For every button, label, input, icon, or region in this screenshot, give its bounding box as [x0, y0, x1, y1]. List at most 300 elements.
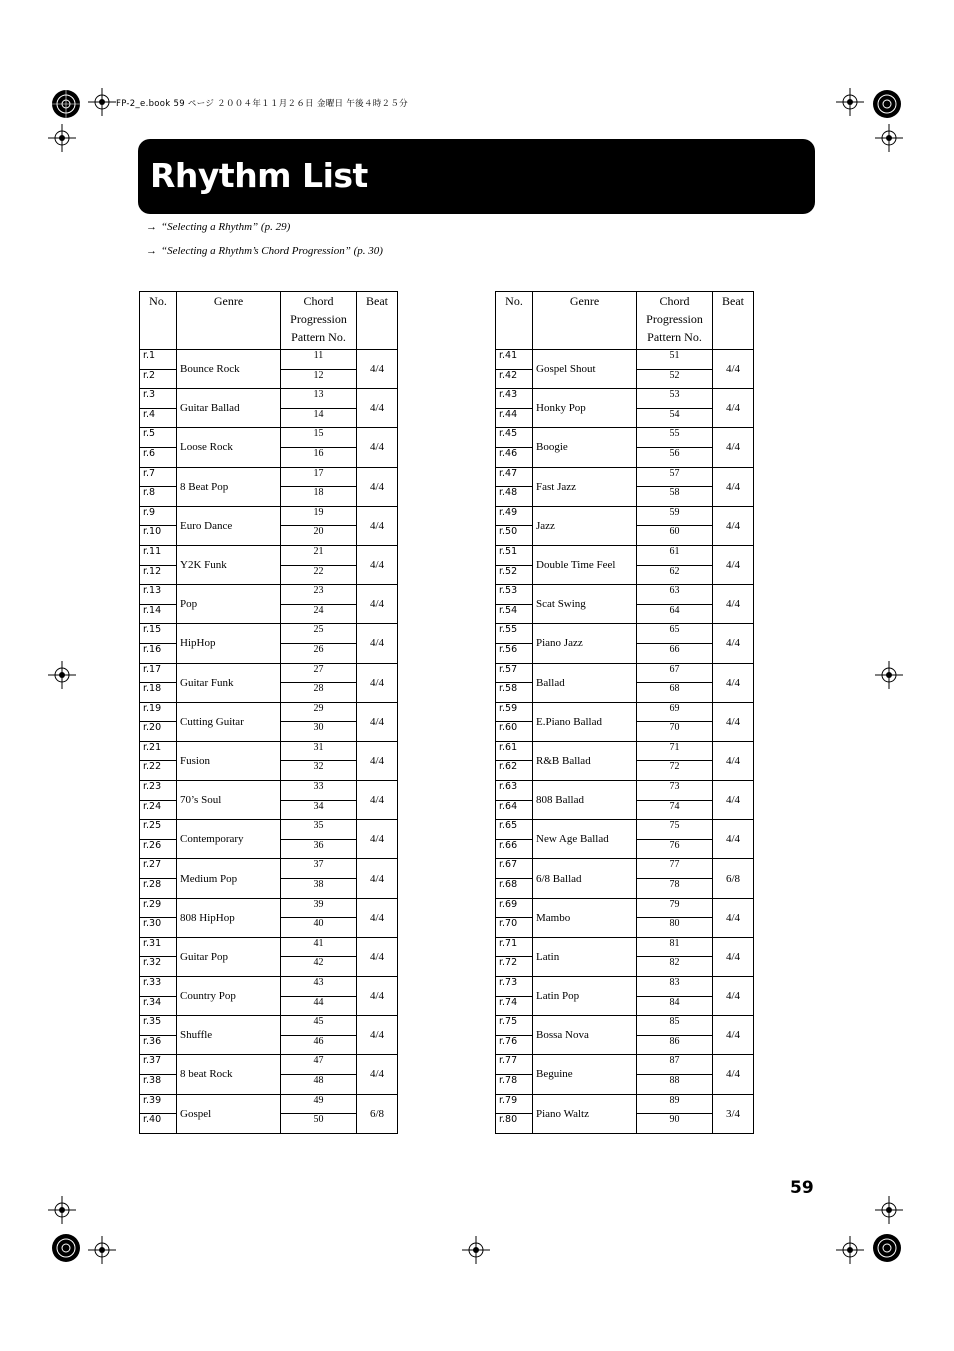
rhythm-number: r.41	[496, 350, 533, 370]
progression-number: 60	[637, 526, 713, 546]
progression-number: 38	[281, 879, 357, 899]
rhythm-number: r.7	[140, 467, 177, 487]
rhythm-beat: 4/4	[713, 585, 754, 624]
rhythm-beat: 4/4	[713, 741, 754, 780]
crosshair-icon	[462, 1236, 490, 1264]
progression-number: 61	[637, 545, 713, 565]
progression-number: 26	[281, 643, 357, 663]
rhythm-genre: Y2K Funk	[177, 545, 281, 584]
rhythm-genre: Guitar Funk	[177, 663, 281, 702]
progression-number: 52	[637, 369, 713, 389]
rhythm-number: r.66	[496, 839, 533, 859]
progression-number: 13	[281, 389, 357, 409]
rhythm-beat: 4/4	[713, 428, 754, 467]
progression-number: 69	[637, 702, 713, 722]
progression-number: 16	[281, 447, 357, 467]
table-row	[140, 585, 398, 605]
table-row	[140, 937, 398, 957]
rhythm-genre: Scat Swing	[533, 585, 637, 624]
progression-number: 76	[637, 839, 713, 859]
rhythm-number: r.29	[140, 898, 177, 918]
rhythm-number: r.13	[140, 585, 177, 605]
rhythm-beat: 4/4	[713, 898, 754, 937]
table-row	[496, 781, 754, 801]
rhythm-beat: 4/4	[357, 781, 398, 820]
progression-number: 19	[281, 506, 357, 526]
rhythm-number: r.16	[140, 643, 177, 663]
rhythm-genre: Double Time Feel	[533, 545, 637, 584]
progression-number: 25	[281, 624, 357, 644]
rhythm-number: r.67	[496, 859, 533, 879]
crosshair-icon	[875, 124, 903, 152]
table-row	[140, 428, 398, 448]
rhythm-number: r.9	[140, 506, 177, 526]
rhythm-genre: Shuffle	[177, 1016, 281, 1055]
rhythm-number: r.38	[140, 1074, 177, 1094]
rhythm-beat: 4/4	[357, 428, 398, 467]
rhythm-number: r.10	[140, 526, 177, 546]
table-row	[140, 741, 398, 761]
rhythm-genre: Country Pop	[177, 977, 281, 1016]
rhythm-beat: 4/4	[713, 781, 754, 820]
rhythm-number: r.30	[140, 918, 177, 938]
crosshair-icon	[48, 124, 76, 152]
table-row	[140, 389, 398, 409]
progression-number: 15	[281, 428, 357, 448]
progression-number: 35	[281, 820, 357, 840]
rhythm-number: r.54	[496, 604, 533, 624]
rhythm-beat: 4/4	[713, 820, 754, 859]
progression-number: 44	[281, 996, 357, 1016]
rhythm-beat: 4/4	[713, 1016, 754, 1055]
rhythm-number: r.68	[496, 879, 533, 899]
rhythm-number: r.60	[496, 722, 533, 742]
rhythm-genre: 6/8 Ballad	[533, 859, 637, 898]
arrow-right-icon: →	[146, 221, 157, 233]
rhythm-number: r.40	[140, 1114, 177, 1134]
rhythm-number: r.34	[140, 996, 177, 1016]
progression-number: 51	[637, 350, 713, 370]
rhythm-number: r.24	[140, 800, 177, 820]
rhythm-beat: 4/4	[357, 467, 398, 506]
progression-number: 80	[637, 918, 713, 938]
progression-number: 57	[637, 467, 713, 487]
rhythm-number: r.61	[496, 741, 533, 761]
rhythm-number: r.65	[496, 820, 533, 840]
progression-number: 39	[281, 898, 357, 918]
registration-mark-icon	[48, 1230, 84, 1266]
crosshair-icon	[48, 661, 76, 689]
progression-number: 23	[281, 585, 357, 605]
progression-number: 53	[637, 389, 713, 409]
rhythm-genre: Ballad	[533, 663, 637, 702]
rhythm-number: r.21	[140, 741, 177, 761]
progression-number: 79	[637, 898, 713, 918]
progression-number: 28	[281, 683, 357, 703]
progression-number: 66	[637, 643, 713, 663]
rhythm-number: r.31	[140, 937, 177, 957]
progression-number: 30	[281, 722, 357, 742]
progression-number: 68	[637, 683, 713, 703]
table-row	[496, 820, 754, 840]
rhythm-genre: Boogie	[533, 428, 637, 467]
rhythm-number: r.11	[140, 545, 177, 565]
rhythm-number: r.23	[140, 781, 177, 801]
rhythm-number: r.63	[496, 781, 533, 801]
registration-mark-icon	[48, 86, 84, 122]
print-header: FP-2_e.book 59 ページ ２００４年１１月２６日 金曜日 午後４時２５分	[116, 99, 408, 109]
rhythm-genre: Pop	[177, 585, 281, 624]
progression-number: 81	[637, 937, 713, 957]
progression-number: 65	[637, 624, 713, 644]
rhythm-genre: Bounce Rock	[177, 350, 281, 389]
rhythm-beat: 4/4	[357, 506, 398, 545]
table-row	[140, 506, 398, 526]
column-header-no: No.	[140, 292, 177, 350]
rhythm-genre: Medium Pop	[177, 859, 281, 898]
rhythm-number: r.25	[140, 820, 177, 840]
progression-number: 29	[281, 702, 357, 722]
table-row	[140, 702, 398, 722]
reference-link-1[interactable]	[146, 221, 290, 233]
rhythm-genre: Mambo	[533, 898, 637, 937]
rhythm-genre: Contemporary	[177, 820, 281, 859]
rhythm-genre: Loose Rock	[177, 428, 281, 467]
rhythm-genre: 808 Ballad	[533, 781, 637, 820]
progression-number: 24	[281, 604, 357, 624]
rhythm-number: r.26	[140, 839, 177, 859]
table-row	[140, 467, 398, 487]
rhythm-number: r.32	[140, 957, 177, 977]
table-row	[496, 859, 754, 879]
table-row	[140, 624, 398, 644]
rhythm-beat: 4/4	[713, 1055, 754, 1094]
progression-number: 72	[637, 761, 713, 781]
table-row	[496, 545, 754, 565]
table-row	[496, 977, 754, 997]
progression-number: 22	[281, 565, 357, 585]
rhythm-number: r.58	[496, 683, 533, 703]
rhythm-genre: Fusion	[177, 741, 281, 780]
title-bar	[138, 139, 815, 214]
rhythm-number: r.19	[140, 702, 177, 722]
table-row	[496, 467, 754, 487]
table-row	[496, 585, 754, 605]
rhythm-number: r.73	[496, 977, 533, 997]
progression-number: 70	[637, 722, 713, 742]
rhythm-number: r.80	[496, 1114, 533, 1134]
progression-number: 34	[281, 800, 357, 820]
table-row	[496, 1055, 754, 1075]
rhythm-number: r.37	[140, 1055, 177, 1075]
page-title: Rhythm List	[150, 156, 368, 195]
rhythm-number: r.78	[496, 1074, 533, 1094]
progression-number: 33	[281, 781, 357, 801]
rhythm-number: r.69	[496, 898, 533, 918]
rhythm-genre: 70’s Soul	[177, 781, 281, 820]
progression-number: 37	[281, 859, 357, 879]
table-row	[496, 350, 754, 370]
progression-number: 75	[637, 820, 713, 840]
rhythm-number: r.35	[140, 1016, 177, 1036]
rhythm-number: r.50	[496, 526, 533, 546]
rhythm-genre: Cutting Guitar	[177, 702, 281, 741]
rhythm-table-left	[139, 291, 398, 1134]
rhythm-beat: 3/4	[713, 1094, 754, 1133]
rhythm-genre: Honky Pop	[533, 389, 637, 428]
progression-number: 48	[281, 1074, 357, 1094]
rhythm-number: r.22	[140, 761, 177, 781]
progression-number: 74	[637, 800, 713, 820]
rhythm-number: r.52	[496, 565, 533, 585]
progression-number: 55	[637, 428, 713, 448]
rhythm-beat: 6/8	[713, 859, 754, 898]
crosshair-icon	[88, 88, 116, 116]
rhythm-number: r.4	[140, 408, 177, 428]
rhythm-number: r.3	[140, 389, 177, 409]
rhythm-number: r.14	[140, 604, 177, 624]
table-row	[496, 702, 754, 722]
rhythm-beat: 4/4	[713, 937, 754, 976]
rhythm-number: r.6	[140, 447, 177, 467]
progression-number: 27	[281, 663, 357, 683]
progression-number: 20	[281, 526, 357, 546]
rhythm-table-right	[495, 291, 754, 1134]
progression-number: 87	[637, 1055, 713, 1075]
rhythm-genre: 8 beat Rock	[177, 1055, 281, 1094]
rhythm-number: r.49	[496, 506, 533, 526]
table-row	[496, 428, 754, 448]
crosshair-icon	[836, 1236, 864, 1264]
rhythm-beat: 4/4	[713, 545, 754, 584]
rhythm-genre: Piano Jazz	[533, 624, 637, 663]
rhythm-beat: 4/4	[713, 506, 754, 545]
progression-number: 50	[281, 1114, 357, 1134]
progression-number: 89	[637, 1094, 713, 1114]
progression-number: 45	[281, 1016, 357, 1036]
rhythm-number: r.57	[496, 663, 533, 683]
rhythm-number: r.5	[140, 428, 177, 448]
table-row	[496, 1016, 754, 1036]
table-row	[140, 663, 398, 683]
progression-number: 42	[281, 957, 357, 977]
progression-number: 64	[637, 604, 713, 624]
progression-number: 47	[281, 1055, 357, 1075]
rhythm-beat: 4/4	[357, 585, 398, 624]
table-row	[496, 663, 754, 683]
rhythm-beat: 4/4	[357, 624, 398, 663]
rhythm-beat: 4/4	[357, 545, 398, 584]
table-row	[496, 1094, 754, 1114]
rhythm-number: r.28	[140, 879, 177, 899]
table-row	[496, 506, 754, 526]
rhythm-genre: Jazz	[533, 506, 637, 545]
rhythm-number: r.79	[496, 1094, 533, 1114]
progression-number: 77	[637, 859, 713, 879]
rhythm-number: r.46	[496, 447, 533, 467]
progression-number: 41	[281, 937, 357, 957]
rhythm-number: r.12	[140, 565, 177, 585]
rhythm-number: r.18	[140, 683, 177, 703]
rhythm-beat: 4/4	[357, 937, 398, 976]
table-row	[140, 1055, 398, 1075]
progression-number: 54	[637, 408, 713, 428]
table-row	[140, 898, 398, 918]
rhythm-beat: 4/4	[713, 389, 754, 428]
rhythm-number: r.75	[496, 1016, 533, 1036]
progression-number: 83	[637, 977, 713, 997]
rhythm-beat: 4/4	[357, 350, 398, 389]
rhythm-number: r.1	[140, 350, 177, 370]
registration-mark-icon	[869, 1230, 905, 1266]
rhythm-genre: Piano Waltz	[533, 1094, 637, 1133]
rhythm-number: r.15	[140, 624, 177, 644]
crosshair-icon	[48, 1196, 76, 1224]
rhythm-genre: Bossa Nova	[533, 1016, 637, 1055]
rhythm-number: r.72	[496, 957, 533, 977]
rhythm-number: r.43	[496, 389, 533, 409]
rhythm-number: r.71	[496, 937, 533, 957]
progression-number: 63	[637, 585, 713, 605]
rhythm-beat: 4/4	[357, 1016, 398, 1055]
rhythm-number: r.56	[496, 643, 533, 663]
rhythm-beat: 4/4	[357, 702, 398, 741]
rhythm-beat: 4/4	[713, 467, 754, 506]
progression-number: 49	[281, 1094, 357, 1114]
rhythm-beat: 6/8	[357, 1094, 398, 1133]
rhythm-genre: Beguine	[533, 1055, 637, 1094]
reference-text: “Selecting a Rhythm’s Chord Progression” (p. 30)	[161, 245, 383, 257]
rhythm-number: r.55	[496, 624, 533, 644]
progression-number: 31	[281, 741, 357, 761]
table-row	[140, 820, 398, 840]
rhythm-number: r.48	[496, 487, 533, 507]
rhythm-genre: Fast Jazz	[533, 467, 637, 506]
progression-number: 82	[637, 957, 713, 977]
registration-mark-icon	[869, 86, 905, 122]
progression-number: 58	[637, 487, 713, 507]
reference-text: “Selecting a Rhythm” (p. 29)	[161, 221, 291, 233]
rhythm-genre: Latin	[533, 937, 637, 976]
table-row	[496, 898, 754, 918]
rhythm-number: r.53	[496, 585, 533, 605]
rhythm-number: r.17	[140, 663, 177, 683]
progression-number: 73	[637, 781, 713, 801]
rhythm-genre: 8 Beat Pop	[177, 467, 281, 506]
progression-number: 46	[281, 1035, 357, 1055]
progression-number: 62	[637, 565, 713, 585]
rhythm-beat: 4/4	[357, 859, 398, 898]
rhythm-beat: 4/4	[713, 702, 754, 741]
progression-number: 85	[637, 1016, 713, 1036]
rhythm-genre: Euro Dance	[177, 506, 281, 545]
table-row	[140, 977, 398, 997]
rhythm-genre: HipHop	[177, 624, 281, 663]
progression-number: 40	[281, 918, 357, 938]
rhythm-number: r.64	[496, 800, 533, 820]
table-row	[496, 389, 754, 409]
rhythm-number: r.76	[496, 1035, 533, 1055]
rhythm-number: r.36	[140, 1035, 177, 1055]
rhythm-number: r.44	[496, 408, 533, 428]
rhythm-genre: Gospel	[177, 1094, 281, 1133]
rhythm-number: r.77	[496, 1055, 533, 1075]
rhythm-number: r.2	[140, 369, 177, 389]
rhythm-number: r.59	[496, 702, 533, 722]
rhythm-number: r.74	[496, 996, 533, 1016]
rhythm-number: r.20	[140, 722, 177, 742]
crosshair-icon	[88, 1236, 116, 1264]
progression-number: 11	[281, 350, 357, 370]
rhythm-genre: Guitar Pop	[177, 937, 281, 976]
table-row	[496, 937, 754, 957]
progression-number: 32	[281, 761, 357, 781]
rhythm-number: r.47	[496, 467, 533, 487]
column-header-genre: Genre	[533, 292, 637, 350]
progression-number: 17	[281, 467, 357, 487]
progression-number: 56	[637, 447, 713, 467]
table-row	[140, 545, 398, 565]
rhythm-beat: 4/4	[357, 741, 398, 780]
progression-number: 14	[281, 408, 357, 428]
rhythm-number: r.42	[496, 369, 533, 389]
rhythm-number: r.27	[140, 859, 177, 879]
table-row	[140, 350, 398, 370]
progression-number: 90	[637, 1114, 713, 1134]
rhythm-beat: 4/4	[357, 898, 398, 937]
progression-number: 78	[637, 879, 713, 899]
page-number: 59	[790, 1178, 814, 1198]
arrow-right-icon: →	[146, 245, 157, 257]
table-row	[140, 859, 398, 879]
progression-number: 71	[637, 741, 713, 761]
rhythm-genre: 808 HipHop	[177, 898, 281, 937]
progression-number: 12	[281, 369, 357, 389]
column-header-no: No.	[496, 292, 533, 350]
table-row	[140, 781, 398, 801]
rhythm-beat: 4/4	[713, 977, 754, 1016]
table-row	[496, 624, 754, 644]
rhythm-number: r.70	[496, 918, 533, 938]
progression-number: 36	[281, 839, 357, 859]
rhythm-number: r.39	[140, 1094, 177, 1114]
rhythm-number: r.33	[140, 977, 177, 997]
rhythm-beat: 4/4	[357, 1055, 398, 1094]
progression-number: 67	[637, 663, 713, 683]
progression-number: 59	[637, 506, 713, 526]
rhythm-beat: 4/4	[357, 977, 398, 1016]
rhythm-genre: E.Piano Ballad	[533, 702, 637, 741]
reference-link-2[interactable]	[146, 245, 383, 257]
rhythm-beat: 4/4	[713, 663, 754, 702]
rhythm-genre: Guitar Ballad	[177, 389, 281, 428]
rhythm-beat: 4/4	[713, 624, 754, 663]
rhythm-genre: Gospel Shout	[533, 350, 637, 389]
rhythm-beat: 4/4	[713, 350, 754, 389]
column-header-progression: Chord Progression Pattern No.	[281, 292, 357, 350]
table-row	[496, 741, 754, 761]
rhythm-genre: Latin Pop	[533, 977, 637, 1016]
crosshair-icon	[875, 661, 903, 689]
rhythm-number: r.45	[496, 428, 533, 448]
rhythm-beat: 4/4	[357, 820, 398, 859]
rhythm-number: r.62	[496, 761, 533, 781]
progression-number: 21	[281, 545, 357, 565]
rhythm-genre: R&B Ballad	[533, 741, 637, 780]
progression-number: 43	[281, 977, 357, 997]
progression-number: 84	[637, 996, 713, 1016]
column-header-progression: Chord Progression Pattern No.	[637, 292, 713, 350]
